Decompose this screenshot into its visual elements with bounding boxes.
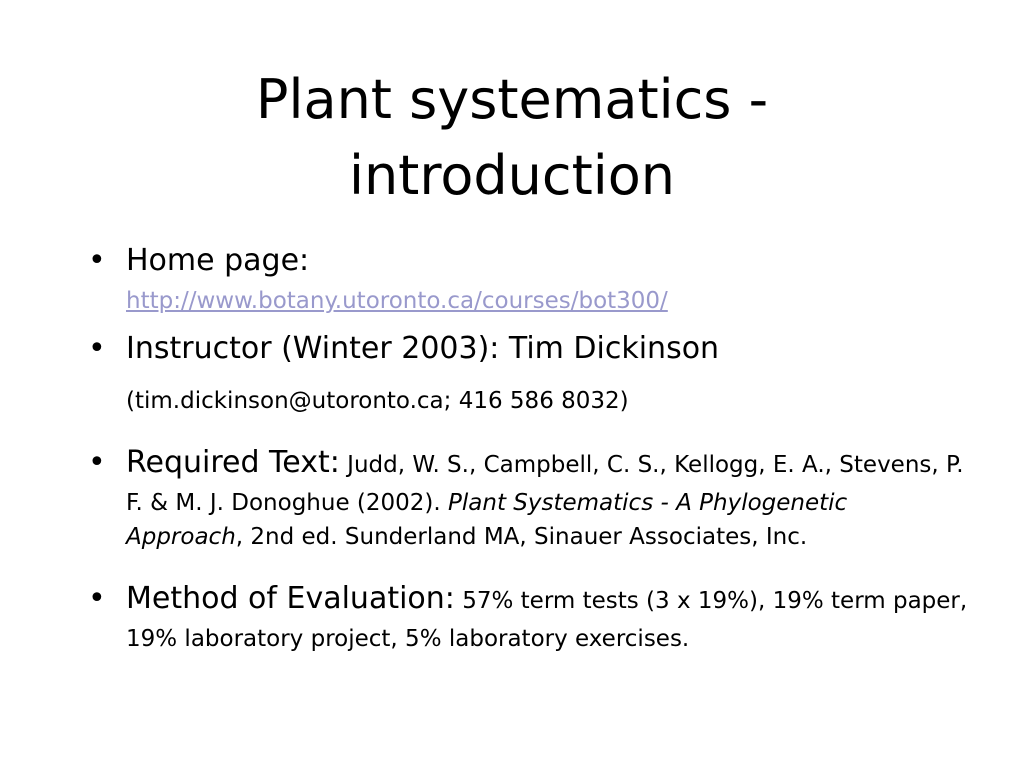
bullet-marker: •	[88, 331, 106, 366]
required-text-label: Required Text:	[126, 445, 340, 480]
bullet-marker: •	[88, 581, 106, 616]
bullet-home-page	[88, 238, 968, 318]
bullet-marker: •	[88, 243, 106, 278]
required-text-details: , 2nd ed. Sunderland MA, Sinauer Associates, Inc.	[235, 524, 808, 550]
required-text-paragraph	[126, 440, 968, 554]
slide-title	[0, 62, 1024, 214]
bullet-marker: •	[88, 445, 106, 480]
title-line-2: introduction	[348, 144, 676, 207]
bullet-list	[88, 238, 968, 656]
evaluation-paragraph	[126, 576, 968, 656]
required-text-authors: Judd, W. S., Campbell, C. S., Kellogg, E. A., Stevens, P. F. & M. J. Donoghue (2002).	[126, 452, 964, 516]
instructor-label: Instructor (Winter 2003): Tim Dickinson	[126, 331, 720, 366]
bullet-evaluation	[88, 576, 968, 656]
instructor-contact: (tim.dickinson@utoronto.ca; 416 586 8032)	[126, 388, 629, 414]
title-line-1: Plant systematics -	[255, 68, 769, 131]
bullet-instructor	[88, 326, 968, 418]
home-page-label: Home page:	[126, 243, 310, 278]
required-text-book-title: Plant Systematics - A Phylogenetic Approach	[126, 490, 848, 550]
bullet-required-text	[88, 440, 968, 554]
evaluation-details: 57% term tests (3 x 19%), 19% term paper, 19% laboratory project, 5% laboratory exercises.	[126, 588, 968, 652]
evaluation-label: Method of Evaluation:	[126, 581, 455, 616]
home-page-link[interactable]: http://www.botany.utoronto.ca/courses/bot300/	[126, 288, 668, 314]
